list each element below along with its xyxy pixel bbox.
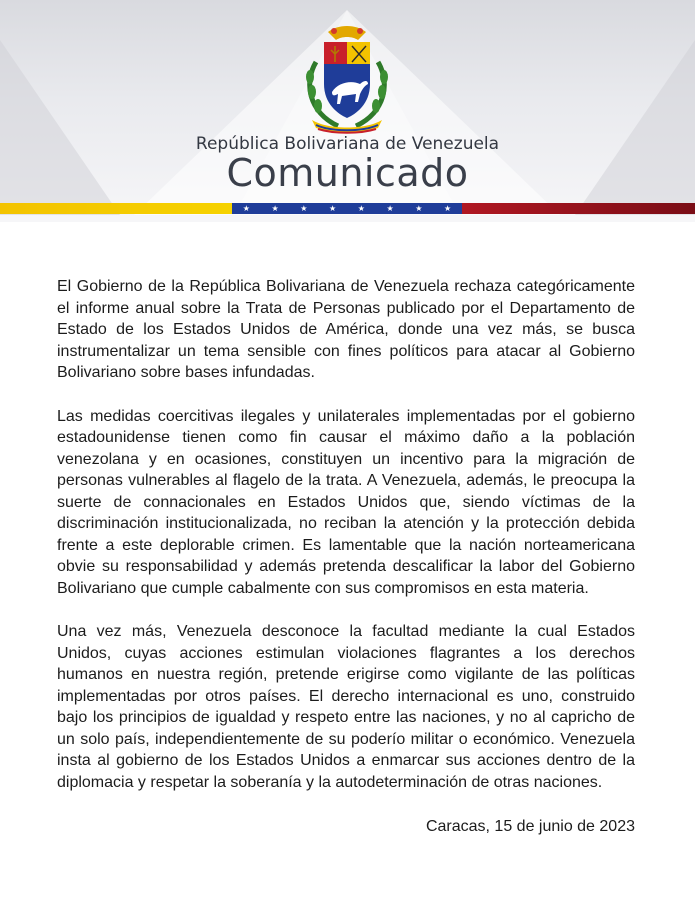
flag-red-band [462,203,695,214]
statement-body [57,276,635,815]
star-icon: ★ [386,204,394,213]
paragraph: El Gobierno de la República Bolivariana de Venezuela rechaza categóricamente el informe anual sobre la Trata de Personas publicado por el Departamento de Estado de los Estados Unidos de América, donde una vez más, se busca instrumentalizar un tema sensible con fines políticos para atacar al Gobierno Bolivariano sobre bases infundadas. [57,278,635,381]
place-and-date: Caracas, 15 de junio de 2023 [425,818,635,835]
flag-stripe [0,203,695,214]
star-icon: ★ [271,204,279,213]
paragraph: Las medidas coercitivas ilegales y unilaterales implementadas por el gobierno estadounidense tienen como fin causar el máximo daño a la población venezolana y en ocasiones, constituyen un incentivo para la migración de personas vulnerables al flagelo de la trata. A Venezuela, además, le preocupa la suerte de connacionales en Estados Unidos que, siendo víctimas de la discriminación institucionalizada, no reciban la atención y la protección debida frente a este deplorable crimen. Es lamentable que la nación norteamericana obvie su responsabilidad y además pretenda descalificar la labor del Gobierno Bolivariano que cumple cabalmente con sus compromisos en esta materia. [57,407,635,597]
star-icon: ★ [357,204,365,213]
header-banner [0,0,695,222]
star-icon: ★ [242,204,250,213]
star-icon: ★ [444,204,452,213]
star-icon: ★ [300,204,308,213]
coat-of-arms-icon [298,22,396,134]
page-title: Comunicado [226,151,469,195]
star-icon: ★ [329,204,337,213]
star-icon: ★ [415,204,423,213]
country-name: República Bolivariana de Venezuela [195,134,500,154]
paragraph: Una vez más, Venezuela desconoce la facultad mediante la cual Estados Unidos, cuyas acciones estimulan violaciones flagrantes a los derechos humanos en nuestra región, pretende erigirse como vigilante de las políticas implementadas por otros países. El derecho internacional es uno, construido bajo los principios de igualdad y respeto entre las naciones, y no al capricho de un solo país, independientemente de su poderío militar o económico. Venezuela insta al gobierno de los Estados Unidos a enmarcar sus acciones dentro de la diplomacia y respetar la soberanía y la autodeterminación de otras naciones. [57,623,635,791]
flag-yellow-band [0,203,232,214]
flag-blue-band [232,203,462,214]
